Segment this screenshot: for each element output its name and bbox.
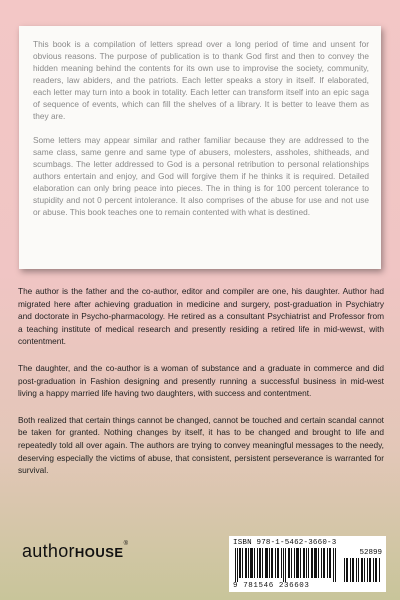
ean-barcode-graphic [235,548,337,582]
inset-paragraph-1: This book is a compilation of letters spread over a long period of time and unsent for obvious reasons. The purpose of publication is to thank God first and then to convey the hidden meaning behind the contents for its own use to improvise the society, community, readers, law abiders, and the patriots. Each letter speaks a story in itself. If elaborated, each letter may turn into a book in totality. Each letter can transform itself into an epic saga of sequence of events, which can fill the shelves of a library. It is better to leave them as they are. [33,39,369,121]
price-code: 52899 [359,549,382,557]
logo-word-house: HOUSE [74,545,124,560]
bio-paragraph-2: The daughter, and the co-author is a woman of substance and a graduate in commerce and did post-graduation in Fashion designing and presently running a successful business in mid-west living a happy married life having two daughters, with success and contentment. [18,362,384,399]
bio-paragraph-1: The author is the father and the co-author, editor and compiler are one, his daughter. Author had migrated here after achieving graduation in medicine and surgery, post-graduation in Psychiatry and doctorate in Psycho-pharmacology. He retired as a consultant Psychiatrist and Professor from a teaching institute of medical research and presently residing a retired life in mid-wewst, with contentment. [18,286,384,347]
registered-mark: ® [123,541,128,547]
logo-word-author: author [22,541,75,561]
author-bio-section [18,285,384,491]
inset-paragraph-2: Some letters may appear similar and rather familiar because they are addressed to the same class, same genre and same type of abusers, molesters, assholes, shitheads, and scumbags. The letter addressed to God is a personal retribution to personal relationships authors entertain and enjoy, and God will forgive them if he thinks it is required. Detailed elaboration can only bring peace into pieces. The in thing is for 100 percent tolerance to stupidity and not 0 percent intolerance. It also comprises of the abuse for use and not use or abuse. This book teaches one to remain contented with what is destined. [33,135,369,217]
publisher-logo [22,541,128,562]
ean-digits: 9 781546 236603 [233,582,310,590]
addon-barcode-graphic [344,558,381,582]
isbn-barcode-box [229,536,386,592]
back-cover-inset-box [19,26,381,269]
isbn-label: ISBN 978-1-5462-3660-3 [233,539,337,547]
bio-paragraph-3: Both realized that certain things cannot be changed, cannot be touched and certain scandal cannot be taken for granted. Nothing changes by itself, it has to be changed and brought to life and repeatedly told all over again. The authors are trying to convey meaningful messages to the needy, deserving especially the victims of abuse, that consistent, persistent perseverance is warranted for survival. [18,414,384,476]
